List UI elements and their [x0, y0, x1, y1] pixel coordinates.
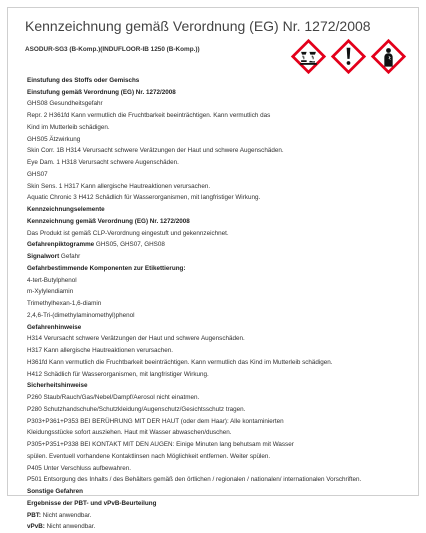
line-text: Kind im Mutterleib schädigen. — [27, 123, 110, 131]
line-text: P405 Unter Verschluss aufbewahren. — [27, 464, 131, 472]
text-line — [27, 463, 419, 475]
line-text: Nicht anwendbar. — [44, 523, 96, 531]
section-heading — [27, 204, 419, 216]
text-line — [27, 345, 419, 357]
line-text: H361fd Kann vermutlich die Fruchtbarkeit beeinträchtigen. Kann vermutlich das Kind im Mutterleib schädigen. — [27, 358, 333, 366]
line-text: Sicherheitshinweise — [27, 382, 88, 390]
line-text: Gefahr — [59, 253, 81, 260]
section-heading — [27, 87, 419, 99]
line-text: GHS05, GHS07, GHS08 — [94, 241, 165, 249]
line-text: Kleidungsstücke sofort ausziehen. Haut mit Wasser abwaschen/duschen. — [27, 429, 232, 437]
text-line — [27, 192, 419, 204]
text-line — [27, 63, 419, 75]
text-line — [27, 157, 419, 169]
text-line — [27, 169, 419, 181]
line-text: Das Produkt ist gemäß CLP-Verordnung eingestuft und gekennzeichnet. — [27, 229, 229, 237]
text-line — [27, 510, 419, 522]
section-heading — [27, 216, 419, 228]
line-text: Trimethylhexan-1,6-diamin — [27, 300, 102, 307]
text-line — [27, 416, 419, 428]
text-line — [27, 145, 419, 157]
line-text: H317 Kann allergische Hautreaktionen verursachen. — [27, 347, 173, 354]
label-document — [7, 7, 419, 531]
line-text: P305+P351+P338 BEI KONTAKT MIT DEN AUGEN: Einige Minuten lang behutsam mit Wasser — [27, 441, 294, 448]
field-label: PBT: — [27, 511, 41, 519]
text-line — [27, 369, 419, 381]
text-line — [27, 286, 419, 298]
text-line — [27, 521, 419, 533]
line-text: Ergebnisse der PBT- und vPvB-Beurteilung — [27, 499, 157, 507]
section-heading — [27, 322, 419, 334]
text-line — [27, 122, 419, 134]
line-text: Eye Dam. 1 H318 Verursacht schwere Augenschäden. — [27, 159, 179, 166]
line-text: P260 Staub/Rauch/Gas/Nebel/Dampf/Aerosol nicht einatmen. — [27, 394, 200, 401]
text-line — [27, 357, 419, 369]
line-text: Gefahrbestimmende Komponenten zur Etikettierung: — [27, 264, 186, 272]
line-text: Aquatic Chronic 3 H412 Schädlich für Wasserorganismen, mit langfristiger Wirkung. — [27, 194, 261, 202]
line-text: Sonstige Gefahren — [27, 488, 83, 495]
line-text: GHS08 Gesundheitsgefahr — [27, 100, 103, 108]
text-line — [27, 228, 419, 240]
text-line — [27, 439, 419, 451]
text-line — [27, 275, 419, 287]
line-text: P501 Entsorgung des Inhalts / des Behälters gemäß den örtlichen / regionalen / nationalen/ internationalen Vorschriften. — [27, 476, 362, 484]
section-heading — [27, 486, 419, 498]
line-text: spülen. Eventuell vorhandene Kontaktlinsen nach Möglichkeit entfernen. Weiter spülen. — [27, 452, 271, 460]
text-line — [27, 239, 419, 251]
field-label: vPvB: — [27, 523, 45, 531]
line-text: Kennzeichnung gemäß Verordnung (EG) Nr. 1272/2008 — [27, 217, 190, 225]
field-label: Gefahrenpiktogramme — [27, 241, 95, 249]
text-line — [27, 251, 419, 263]
line-text: Skin Corr. 1B H314 Verursacht schwere Verätzungen der Haut und schwere Augenschäden. — [27, 147, 284, 155]
line-text: P303+P361+P353 BEI BERÜHRUNG MIT DER HAUT (oder dem Haar): Alle kontaminierten — [27, 417, 284, 425]
label-text-lines — [27, 63, 419, 533]
line-text: m-Xylylendiamin — [27, 288, 74, 296]
product-name: ASODUR-SG3 (B-Komp.)(INDUFLOOR-IB 1250 (B-Komp.)) — [25, 46, 200, 53]
text-line — [27, 427, 419, 439]
text-line — [27, 310, 419, 322]
line-text: H314 Verursacht schwere Verätzungen der Haut und schwere Augenschäden. — [27, 335, 245, 343]
line-text: H412 Schädlich für Wasserorganismen, mit langfristiger Wirkung. — [27, 370, 209, 378]
line-text: Nicht anwendbar. — [41, 511, 92, 519]
section-heading — [27, 498, 419, 510]
line-text: Skin Sens. 1 H317 Kann allergische Hautreaktionen verursachen. — [27, 182, 211, 190]
line-text: Gefahrenhinweise — [27, 323, 82, 331]
text-line — [27, 392, 419, 404]
line-text: 2,4,6-Tri-(dimethylaminomethyl)phenol — [27, 311, 135, 319]
text-line — [27, 134, 419, 146]
line-text: 4-tert-Butylphenol — [27, 276, 77, 284]
line-text: Einstufung des Stoffs oder Gemischs — [27, 76, 140, 84]
text-line — [27, 404, 419, 416]
text-line — [27, 333, 419, 345]
page-title: Kennzeichnung gemäß Verordnung (EG) Nr. 1272/2008 — [25, 18, 371, 34]
text-line — [27, 181, 419, 193]
section-heading — [27, 380, 419, 392]
line-text: Repr. 2 H361fd Kann vermutlich die Fruchtbarkeit beeinträchtigen. Kann vermutlich das — [27, 112, 271, 119]
text-line — [27, 451, 419, 463]
section-heading — [27, 75, 419, 87]
text-line — [27, 298, 419, 310]
text-line — [27, 110, 419, 122]
section-heading — [27, 263, 419, 275]
line-text: Kennzeichnungselemente — [27, 206, 105, 213]
text-line — [27, 474, 419, 486]
line-text: GHS07 — [27, 170, 48, 178]
line-text: Einstufung gemäß Verordnung (EG) Nr. 1272/2008 — [27, 88, 176, 96]
field-label: Signalwort — [27, 253, 60, 260]
line-text: P280 Schutzhandschuhe/Schutzkleidung/Augenschutz/Gesichtsschutz tragen. — [27, 405, 246, 413]
line-text: GHS05 Ätzwirkung — [27, 135, 81, 143]
text-line — [27, 98, 419, 110]
